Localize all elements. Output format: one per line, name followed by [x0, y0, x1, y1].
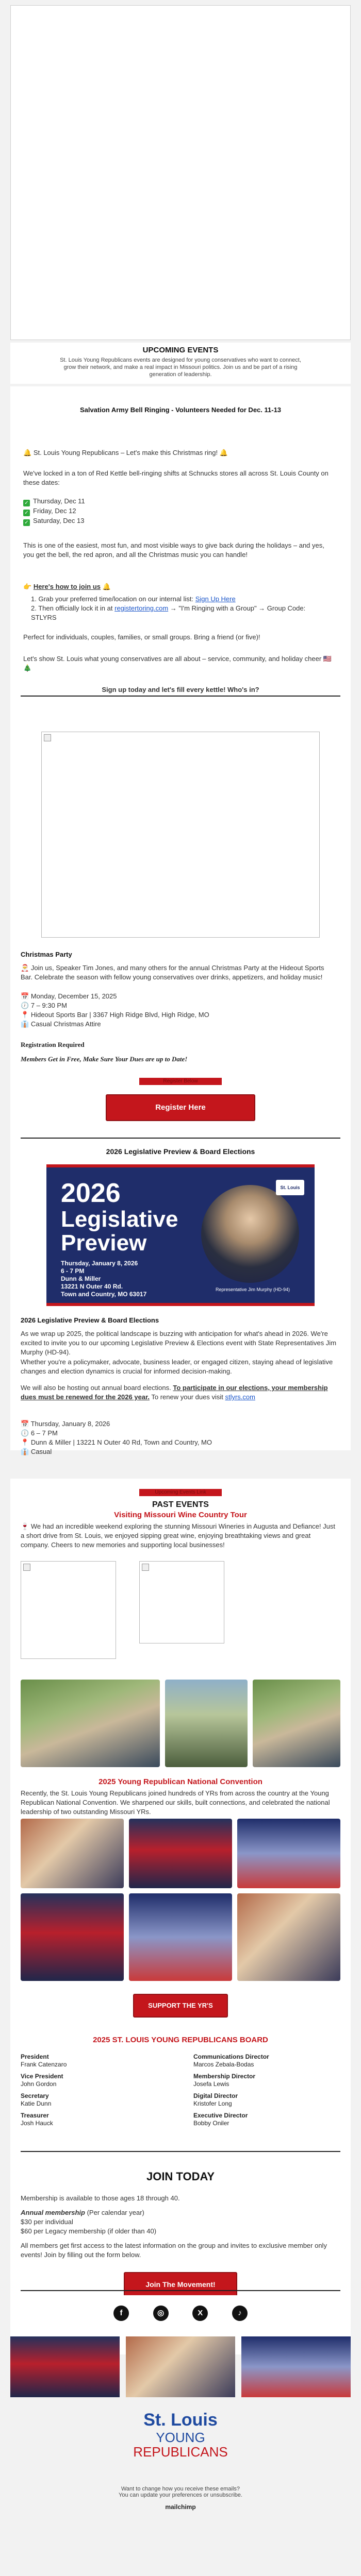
board-name: Josh Hauck — [21, 2120, 53, 2127]
bottom-photo-3 — [241, 2336, 351, 2397]
christmas-details — [21, 992, 209, 1029]
board-member — [21, 2112, 175, 2127]
bottom-photo-1 — [10, 2336, 120, 2397]
banner-details — [61, 1260, 146, 1298]
bell-locked: We've locked in a ton of Red Kettle bell-ringing shifts at Schnucks stores all across St. Louis County on these dates: — [23, 469, 329, 486]
banner-title: Legislative — [61, 1207, 178, 1232]
banner-stripe — [46, 1164, 315, 1167]
upcoming-events-title: UPCOMING EVENTS — [142, 346, 219, 354]
wine-photo-3 — [21, 1680, 160, 1767]
banner-title-2: Preview — [61, 1230, 147, 1256]
christmas-place-text: Hideout Sports Bar | 3367 High Ridge Blvd, High Ridge, MO — [30, 1011, 209, 1019]
footer-logo-area — [10, 2403, 351, 2481]
bottom-photo-2 — [126, 2336, 235, 2397]
join-price-1: $30 per individual — [21, 2218, 73, 2226]
join-annual-label: Annual membership — [21, 2209, 85, 2216]
preview-section-title: 2026 Legislative Preview & Board Elections — [106, 1147, 255, 1156]
bell-step-2-text: Then officially lock it in at — [38, 604, 113, 612]
bell-date-item — [23, 506, 85, 516]
preview-details — [21, 1419, 212, 1456]
board-role: Treasurer — [21, 2112, 49, 2119]
x-icon[interactable]: X — [192, 2306, 208, 2321]
christmas-attire: 👔 Casual Christmas Attire — [21, 1020, 101, 1028]
join-title: JOIN TODAY — [146, 2170, 215, 2183]
sign-up-link[interactable]: Sign Up Here — [195, 595, 236, 603]
divider — [21, 696, 340, 697]
convention-text: Recently, the St. Louis Young Republicans joined hundreds of YRs from across the country at the Young Republican National Convention. We sharpened our skills, built connections, and celebrated the national leadership of two outstanding Missouri YRs. — [21, 1789, 330, 1816]
christmas-time: 🕖 7 – 9:30 PM — [21, 1002, 67, 1009]
social-icons — [113, 2306, 248, 2321]
christmas-date-text: Monday, December 15, 2025 — [30, 992, 117, 1000]
board-role: Secretary — [21, 2092, 49, 2099]
registertoring-link[interactable]: registertoring.com — [114, 604, 169, 612]
preview-attire-text: Casual — [30, 1448, 52, 1455]
bell-step-1-text: Grab your preferred time/location on our internal list: — [38, 595, 194, 603]
past-events-title: PAST EVENTS — [152, 1500, 209, 1509]
convention-photo-5 — [129, 1893, 232, 1981]
wine-photo-5 — [253, 1680, 340, 1767]
bell-perfect: Perfect for individuals, couples, families, or small groups. Bring a friend (or five)! — [23, 633, 260, 641]
board-role: Vice President — [21, 2073, 63, 2080]
mailchimp-logo[interactable]: mailchimp — [165, 2503, 196, 2511]
wine-photo-1 — [21, 1561, 116, 1659]
christmas-attire-text: Casual Christmas Attire — [30, 1020, 101, 1028]
wine-tour-text-body: We had an incredible weekend exploring the stunning Missouri Wineries in Augusta and Defiance! Just a short drive from St. Louis, we enjoyed sipping great wine, enjoying breathtaking views and great company. Cheers to new memories and supporting local businesses! — [21, 1522, 335, 1549]
upcoming-events-header — [10, 343, 351, 384]
convention-photo-3 — [237, 1819, 340, 1888]
bell-date-text: Thursday, Dec 11 — [33, 497, 85, 505]
banner-date: Thursday, January 8, 2026 — [61, 1260, 138, 1267]
board-role: Digital Director — [193, 2092, 238, 2099]
logo-line-3: REPUBLICANS — [133, 2444, 228, 2460]
preview-time-text: 6 – 7 PM — [30, 1429, 58, 1437]
preview-place: 📍 Dunn & Miller | 13221 N Outer 40 Rd, Town and Country, MO — [21, 1438, 212, 1446]
logo-line-2: YOUNG — [156, 2430, 205, 2445]
preview-p3 — [21, 1383, 338, 1402]
board-title: 2025 ST. LOUIS YOUNG REPUBLICANS BOARD — [93, 2036, 268, 2044]
instagram-icon[interactable]: ◎ — [153, 2306, 169, 2321]
preview-date: 📅 Thursday, January 8, 2026 — [21, 1420, 110, 1428]
board-member — [21, 2092, 175, 2108]
unsubscribe-line-2[interactable]: You can update your preferences or unsubscribe. — [119, 2492, 242, 2498]
banner-loc: 13221 N Outer 40 Rd. — [61, 1283, 123, 1290]
preview-p3-suffix: To renew your dues visit — [151, 1393, 223, 1401]
christmas-date: 📅 Monday, December 15, 2025 — [21, 992, 117, 1000]
tiktok-icon[interactable]: ♪ — [232, 2306, 248, 2321]
registration-required: Registration Required — [21, 1041, 85, 1048]
board-name: Katie Dunn — [21, 2100, 52, 2107]
bell-show: Let's show St. Louis what young conservatives are all about – service, community, and holiday cheer 🇺🇸🎄 — [23, 655, 332, 672]
hero-image — [10, 5, 351, 340]
divider — [21, 2290, 340, 2291]
board-name: Frank Catenzaro — [21, 2061, 67, 2068]
join-annual-note: (Per calendar year) — [87, 2209, 144, 2216]
preview-time: 🕕 6 – 7 PM — [21, 1429, 58, 1437]
christmas-title: Christmas Party — [21, 951, 72, 958]
board-section — [10, 2032, 351, 2177]
board-name: Bobby Oniler — [193, 2120, 229, 2127]
preview-date-text: Thursday, January 8, 2026 — [30, 1420, 110, 1428]
wine-tour-title: Visiting Missouri Wine Country Tour — [114, 1511, 247, 1519]
bell-date-text: Friday, Dec 12 — [33, 507, 76, 515]
convention-photo-4 — [21, 1893, 124, 1981]
christmas-desc-text: Join us, Speaker Tim Jones, and many others for the annual Christmas Party at the Hideout Sports Bar. Celebrate the season with fellow young conservatives over drinks, appetizers, and holiday music! — [21, 964, 324, 981]
support-button[interactable]: SUPPORT THE YR'S — [133, 1994, 228, 2018]
board-right-column — [193, 2053, 343, 2131]
bell-show-text: Let's show St. Louis what young conservatives are all about – service, community, and holiday cheer — [23, 655, 322, 663]
footer — [10, 2486, 351, 2511]
board-member — [21, 2073, 175, 2088]
bell-signup-cta: Sign up today and let's fill every kettle! Who's in? — [102, 686, 259, 693]
legislative-preview-section — [10, 1141, 351, 1455]
join-annual — [21, 2208, 144, 2217]
speaker-photo — [201, 1185, 299, 1283]
wine-tour-text: 🍷 We had an incredible weekend exploring the stunning Missouri Wineries in Augusta and Defiance! Just a short drive from St. Louis, we enjoyed sipping great wine, enjoying breathtaking views and great company. Cheers to new memories and supporting local businesses! — [21, 1522, 335, 1549]
board-name: John Gordon — [21, 2080, 57, 2088]
convention-photo-2 — [129, 1819, 232, 1888]
board-name: Marcos Zebala-Bodas — [193, 2061, 254, 2068]
preview-attire: 👔 Casual — [21, 1448, 52, 1455]
banner-stripe — [46, 1303, 315, 1306]
board-role: Executive Director — [193, 2112, 248, 2119]
bell-easiest: This is one of the easiest, most fun, and most visible ways to give back during the holidays – and yes, you get the bell, the red apron, and all the Christmas music you can handle! — [23, 541, 324, 558]
board-name: Josefa Lewis — [193, 2080, 229, 2088]
preview-p3-text: We will also be hosting out annual board elections. — [21, 1384, 171, 1392]
bell-step-1: 1. Grab your preferred time/location on our internal list: Sign Up Here — [31, 595, 236, 603]
bell-howto-text: Here's how to join us — [33, 583, 101, 590]
board-role: Membership Director — [193, 2073, 256, 2080]
convention-title: 2025 Young Republican National Convention — [99, 1777, 262, 1786]
upcoming-events-intro: St. Louis Young Republicans events are designed for young conservatives who want to connect, grow their network, and make a real impact in Missouri politics. Join us and be part of a rising generation of leadership. — [60, 357, 301, 378]
preview-p3-bold: To participate in our elections, your membership dues must be renewed for the 2026 year. — [21, 1384, 328, 1401]
bell-date-item — [23, 497, 85, 506]
join-availability: Membership is available to those ages 18 through 40. — [21, 2194, 180, 2202]
checkbox-icon: ✓ — [23, 519, 30, 526]
bell-ringing-title: Salvation Army Bell Ringing - Volunteers Needed for Dec. 11-13 — [79, 406, 282, 414]
bell-steps — [31, 595, 330, 622]
bell-greeting-text: St. Louis Young Republicans – Let's make this Christmas ring! — [33, 449, 218, 456]
social-section — [10, 2295, 351, 2331]
bell-date-text: Saturday, Dec 13 — [33, 517, 85, 524]
divider — [21, 1138, 340, 1139]
christmas-party-image — [41, 732, 320, 938]
preview-p2: Whether you're a policymaker, advocate, business leader, or engaged citizen, staying ahead of legislative changes and election dynamics is crucial for informed decision-making. — [21, 1358, 333, 1375]
board-member — [193, 2073, 343, 2088]
bell-step-2-suffix: → "I'm Ringing with a Group" → Group Code: STLYRS — [31, 604, 306, 621]
board-member — [193, 2053, 343, 2069]
board-member — [193, 2112, 343, 2127]
wine-photo-2 — [139, 1561, 224, 1643]
board-role: Communications Director — [193, 2053, 269, 2060]
christmas-desc: 🎅 Join us, Speaker Tim Jones, and many others for the annual Christmas Party at the Hideout Sports Bar. Celebrate the season with fellow young conservatives over drinks, appetizers, and holiday music! — [21, 964, 324, 981]
facebook-icon[interactable]: f — [113, 2306, 129, 2321]
bell-step-2: 2. Then officially lock it in at registertoring.com → "I'm Ringing with a Group" → Group Code: STLYRS — [31, 604, 306, 621]
wine-photo-4 — [165, 1680, 248, 1767]
register-below-tag: Register Below — [139, 1078, 222, 1085]
join-button[interactable]: Join The Movement! — [124, 2272, 237, 2297]
bell-dates — [23, 497, 85, 526]
join-benefits: All members get first access to the latest information on the group and invites to exclusive member only events! Join by filling out the form below. — [21, 2242, 327, 2259]
upcoming-events-link-tag[interactable]: Upcoming Events Link — [139, 1489, 222, 1496]
banner-time: 6 - 7 PM — [61, 1267, 85, 1275]
banner-year: 2026 — [61, 1178, 121, 1208]
christmas-time-text: 7 – 9:30 PM — [30, 1002, 67, 1009]
board-member — [193, 2092, 343, 2108]
banner-badge: St. Louis — [276, 1180, 304, 1195]
board-left-column — [21, 2053, 175, 2131]
preview-heading: 2026 Legislative Preview & Board Elections — [21, 1316, 159, 1324]
logo-line-1: St. Louis — [143, 2410, 218, 2430]
checkbox-icon: ✓ — [23, 500, 30, 506]
stlyrs-link[interactable]: stlyrs.com — [225, 1393, 255, 1401]
divider — [21, 2151, 340, 2152]
christmas-place: 📍 Hideout Sports Bar | 3367 High Ridge Blvd, High Ridge, MO — [21, 1011, 209, 1019]
board-role: President — [21, 2053, 49, 2060]
bell-greeting: 🔔 St. Louis Young Republicans – Let's make this Christmas ring! 🔔 — [23, 449, 228, 456]
board-name: Kristofer Long — [193, 2100, 232, 2107]
preview-banner — [46, 1164, 315, 1306]
checkbox-icon: ✓ — [23, 510, 30, 516]
unsubscribe-line-1: Want to change how you receive these emails? — [121, 2486, 240, 2492]
preview-place-text: Dunn & Miller | 13221 N Outer 40 Rd, Town and Country, MO — [30, 1438, 212, 1446]
preview-p1: As we wrap up 2025, the political landscape is buzzing with anticipation for what's ahead in 2026. We're excited to invite you to our upcoming Legislative Preview & Elections event with State Representatives Jim Murphy (HD-94). — [21, 1330, 337, 1356]
convention-photo-1 — [21, 1819, 124, 1888]
bell-howto: 👉 Here's how to join us 🔔 — [23, 583, 111, 590]
join-price-2: $60 per Legacy membership (if older than 40) — [21, 2227, 157, 2235]
members-free-note: Members Get in Free, Make Sure Your Dues are up to Date! — [21, 1055, 188, 1063]
banner-loc: Town and Country, MO 63017 — [61, 1291, 147, 1298]
register-here-button[interactable]: Register Here — [106, 1094, 255, 1121]
convention-photo-6 — [237, 1893, 340, 1981]
banner-loc: Dunn & Miller — [61, 1275, 101, 1282]
bell-date-item — [23, 516, 85, 526]
board-member — [21, 2053, 175, 2069]
banner-speaker: Representative Jim Murphy (HD-94) — [215, 1287, 290, 1292]
